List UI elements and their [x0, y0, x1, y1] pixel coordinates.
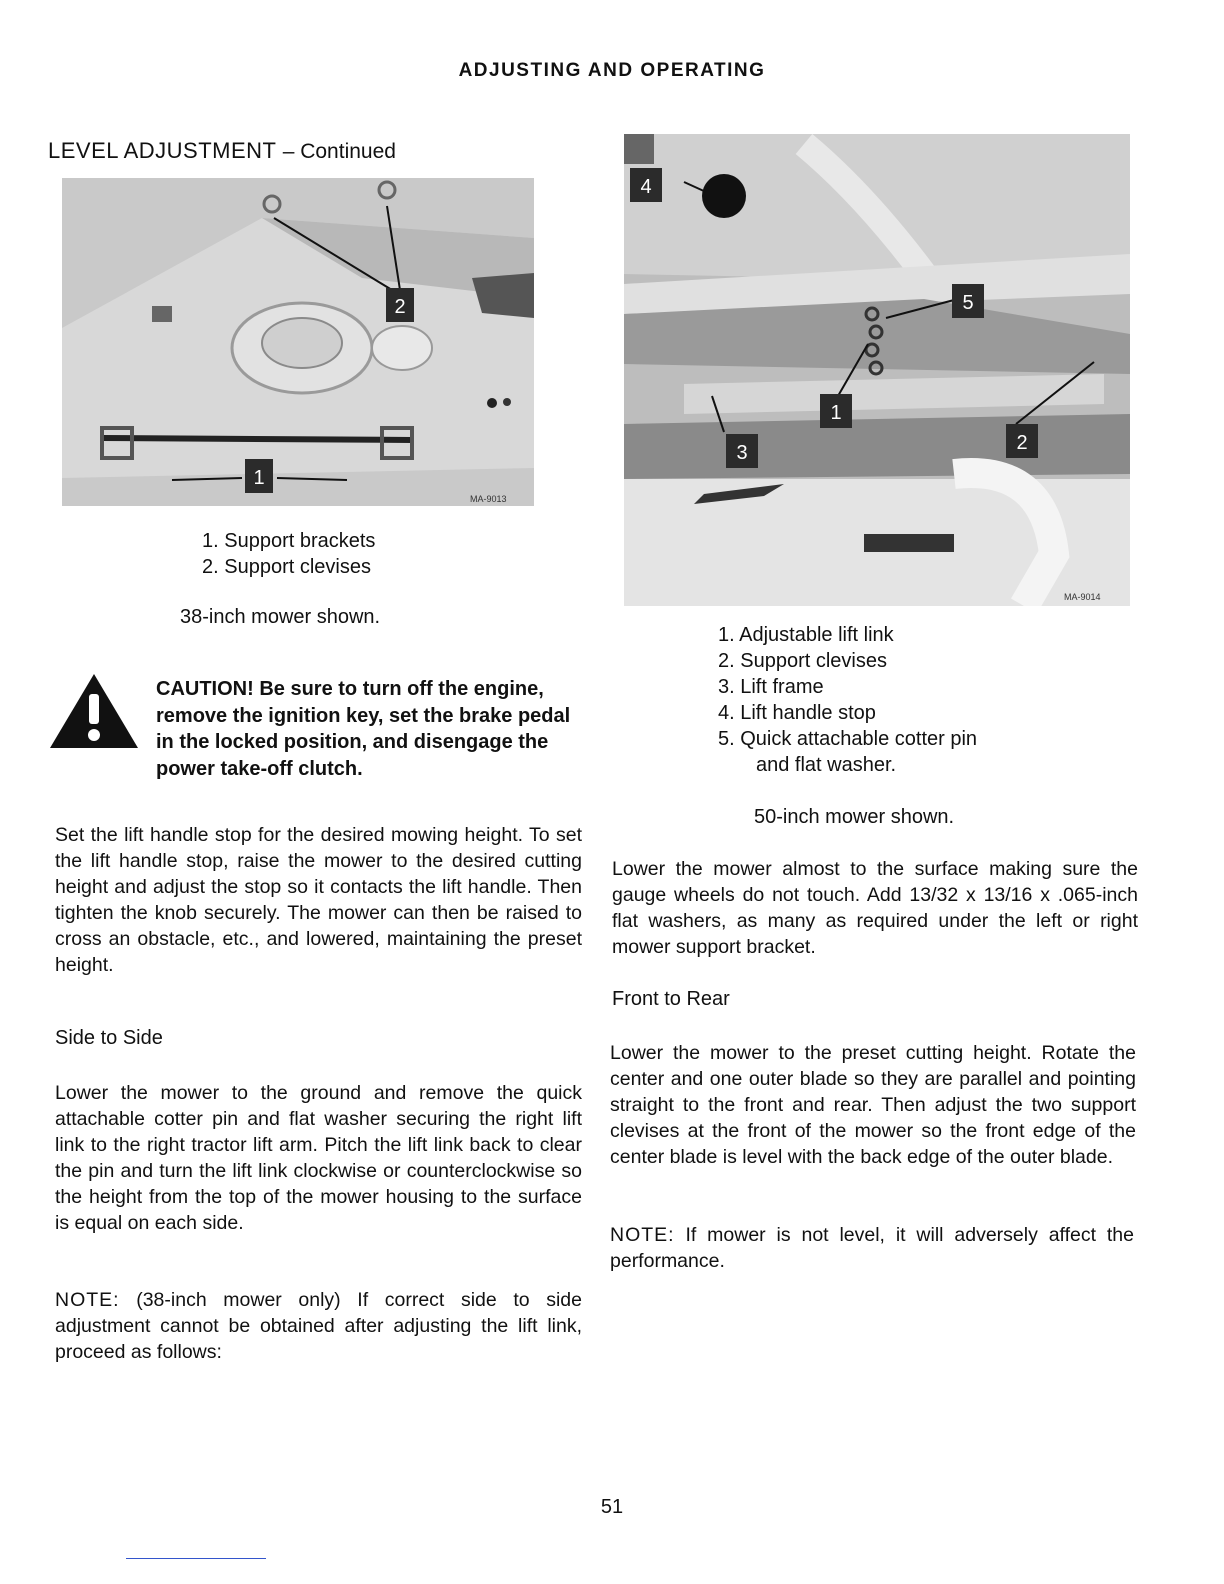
legend-item: 4. Lift handle stop	[718, 702, 876, 724]
caution-text: Be sure to turn off the engine, remove the ignition key, set the brake pedal in the locked position, and disengage the power take-off clutch.	[156, 678, 571, 780]
section-continued: – Continued	[282, 140, 396, 163]
note-label: NOTE:	[55, 1289, 120, 1311]
legend-item: 1. Support brackets	[202, 530, 376, 552]
figure-right-caption: 50-inch mower shown.	[754, 806, 955, 828]
figure-code: MA-9014	[1064, 592, 1101, 602]
washer-paragraph: Lower the mower almost to the surface making sure the gauge wheels do not touch. Add 13/32 x 13/16 x .065-inch flat washers, as many as required under the left or right mower support bracket.	[612, 858, 1138, 958]
section-title	[48, 138, 396, 164]
note-text: (38-inch mower only) If correct side to side adjustment cannot be obtained after adjusting the lift link, proceed as follows:	[55, 1289, 582, 1363]
legend-item: 1. Adjustable lift link	[718, 624, 894, 646]
page-number: 51	[600, 1496, 624, 1518]
callout-3: 3	[736, 442, 748, 464]
figure-left-photo	[62, 178, 534, 506]
mower-lift-50-illustration	[624, 134, 1130, 606]
caution-block	[50, 676, 578, 782]
callout-4: 4	[640, 176, 652, 198]
front-to-rear-paragraph: Lower the mower to the preset cutting height. Rotate the center and one outer blade so they are parallel and pointing straight to the front and rear. Then adjust the two support clevises at the front of the mower so the front edge of the center blade is level with the back edge of the outer blade.	[610, 1042, 1136, 1168]
figure-right-photo	[624, 134, 1130, 606]
legend-item-continued: and flat washer.	[756, 754, 897, 776]
callout-2: 2	[394, 296, 406, 318]
figure-code: MA-9013	[470, 494, 507, 504]
caution-label: CAUTION!	[156, 678, 254, 700]
legend-item: 5. Quick attachable cotter pin	[718, 728, 978, 750]
mower-deck-38-illustration	[62, 178, 534, 506]
lift-handle-paragraph: Set the lift handle stop for the desired mowing height. To set the lift handle stop, raise the mower to the desired cutting height and adjust the stop so it contacts the lift handle. Then tighten the knob securely. The mower can then be raised to cross an obstacle, etc., and lowered, maintaining the preset height.	[55, 824, 582, 976]
legend-item: 2. Support clevises	[202, 556, 371, 578]
front-to-rear-heading: Front to Rear	[612, 988, 730, 1010]
left-note	[55, 1287, 582, 1365]
figure-right-legend	[718, 622, 977, 778]
callout-1: 1	[253, 467, 265, 489]
legend-item: 2. Support clevises	[718, 650, 887, 672]
right-note	[610, 1222, 1134, 1274]
callout-2: 2	[1016, 432, 1028, 454]
note-label: NOTE:	[610, 1224, 675, 1246]
side-to-side-heading: Side to Side	[55, 1027, 163, 1049]
legend-item: 3. Lift frame	[718, 676, 824, 698]
section-title-text: LEVEL ADJUSTMENT	[48, 138, 277, 163]
callout-1: 1	[830, 402, 842, 424]
footer-divider	[126, 1558, 266, 1559]
page-header: ADJUSTING AND OPERATING	[458, 60, 766, 81]
figure-left-legend	[202, 528, 375, 580]
callout-5: 5	[962, 292, 974, 314]
note-text: If mower is not level, it will adversely affect the performance.	[610, 1224, 1134, 1272]
side-to-side-paragraph: Lower the mower to the ground and remove the quick attachable cotter pin and flat washer securing the right lift link to the right tractor lift arm. Pitch the lift link back to clear the pin and turn the lift link clockwise or counterclockwise so the height from the top of the mower housing to the surface is equal on each side.	[55, 1082, 582, 1234]
figure-left-caption: 38-inch mower shown.	[180, 606, 381, 628]
